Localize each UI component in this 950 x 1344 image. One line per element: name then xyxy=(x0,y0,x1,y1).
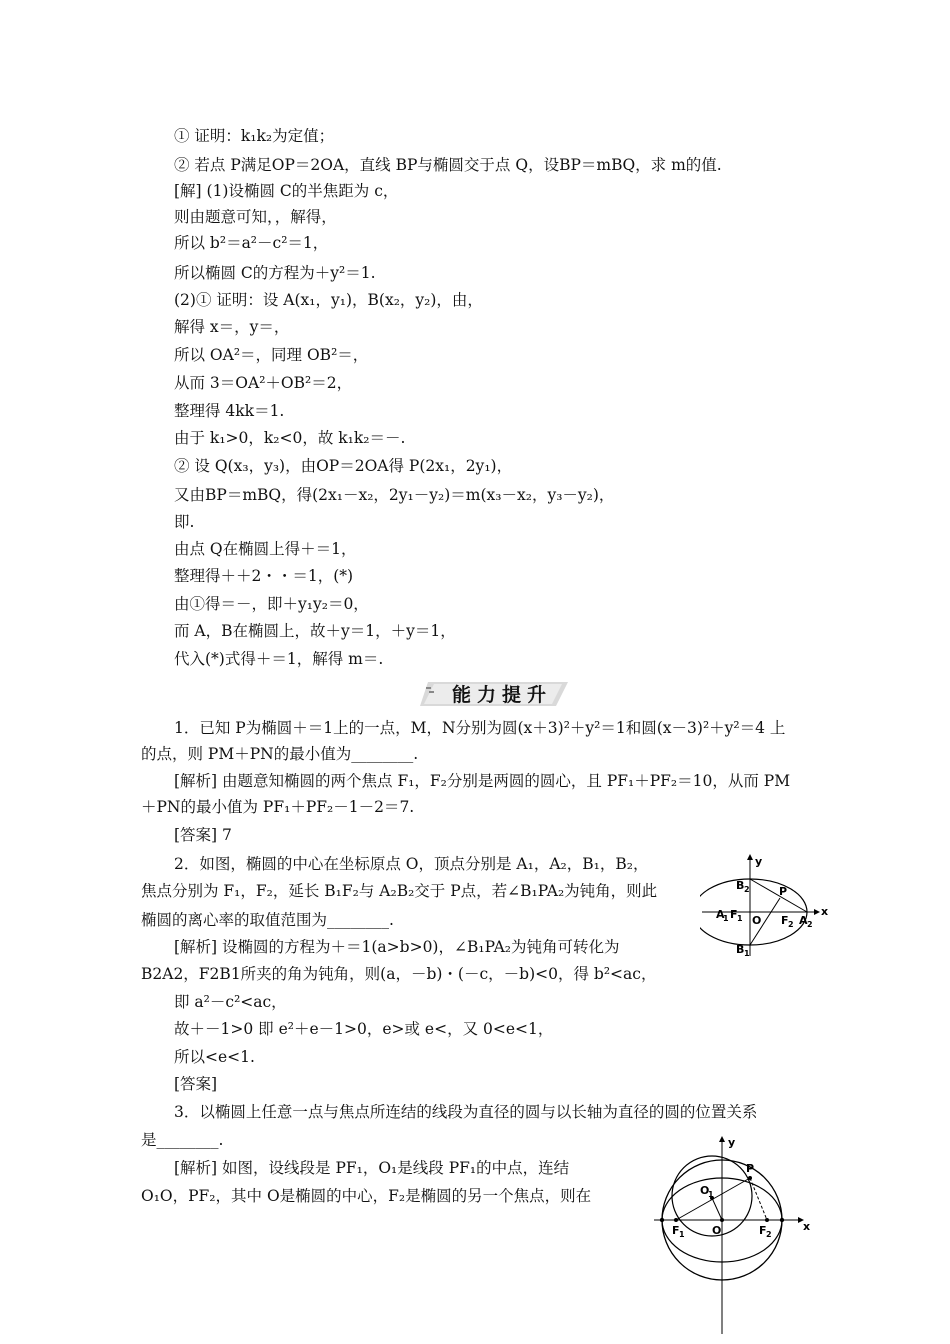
text-line: 代入(*)式得＋＝1，解得 m＝. xyxy=(174,650,384,668)
label-b1-sub: 1 xyxy=(744,949,750,958)
q1-solution-2: ＋PN的最小值为 PF₁＋PF₂－1－2＝7. xyxy=(141,798,415,816)
y-axis-arrow-icon xyxy=(747,854,753,860)
q3-line-1: 3．以椭圆上任意一点与焦点所连结的线段为直径的圆与以长轴为直径的圆的位置关系 xyxy=(174,1103,758,1121)
text-line: 整理得＋＋2・・＝1，(*) xyxy=(174,567,354,585)
label-a1: A xyxy=(716,908,725,921)
segment-p-f2 xyxy=(750,1178,767,1220)
text-line: 则由题意可知，，解得， xyxy=(174,208,337,226)
label-o1: O xyxy=(700,1184,710,1197)
label-p: P xyxy=(746,1162,755,1175)
q2-line-1: 2．如图，椭圆的中心在坐标原点 O，顶点分别是 A₁，A₂，B₁，B₂， xyxy=(174,855,649,873)
q1-line-1: 1．已知 P为椭圆＋＝1上的一点，M，N分别为圆(x＋3)²＋y²＝1和圆(x－3)²＋y²＝4 上 xyxy=(174,719,786,737)
p-dot xyxy=(748,1176,752,1180)
y-axis-arrow-icon xyxy=(719,1136,725,1142)
q2-solution-1: [解析] 设椭圆的方程为＋＝1(a>b>0)，∠B₁PA₂为钝角可转化为 xyxy=(174,938,620,956)
label-o: O xyxy=(712,1224,722,1237)
label-p: P xyxy=(779,885,788,898)
label-b1: B xyxy=(736,943,745,956)
text-line: 解得 x＝，y＝， xyxy=(174,318,290,336)
q2-line-3: 椭圆的离心率的取值范围为________. xyxy=(141,911,394,929)
f1-dot xyxy=(674,1218,678,1222)
text-line: 由点 Q在椭圆上得＋＝1， xyxy=(174,540,357,558)
text-line: 所以椭圆 C的方程为＋y²＝1. xyxy=(174,264,376,282)
label-f2: F xyxy=(759,1224,767,1237)
text-line: 由于 k₁>0，k₂<0，故 k₁k₂＝－. xyxy=(174,429,406,447)
label-f1-sub: 1 xyxy=(679,1230,685,1239)
text-line: (2)① 证明：设 A(x₁，y₁)，B(x₂，y₂)，由， xyxy=(174,291,483,309)
text-line: 由①得＝－，即＋y₁y₂＝0， xyxy=(174,595,369,613)
label-b2-sub: 2 xyxy=(744,885,750,894)
q3-solution-1: [解析] 如图，设线段是 PF₁，O₁是线段 PF₁的中点，连结 xyxy=(174,1159,570,1177)
label-f2-sub: 2 xyxy=(766,1230,772,1239)
q1-line-2: 的点，则 PM＋PN的最小值为________. xyxy=(141,745,419,763)
text-line: ① 证明：k₁k₂为定值； xyxy=(174,127,335,145)
q2-solution-5: 所以<e<1. xyxy=(174,1048,255,1066)
text-line: 所以 b²＝a²－c²＝1， xyxy=(174,234,329,252)
text-line: ② 若点 P满足OP＝2OA，直线 BP与椭圆交于点 Q，设BP＝mBQ，求 m的值. xyxy=(174,156,722,174)
label-a1-sub: 1 xyxy=(723,914,729,923)
text-line: 而 A，B在椭圆上，故＋y＝1，＋y＝1， xyxy=(174,622,456,640)
label-y: y xyxy=(755,855,763,868)
x-axis-arrow-icon xyxy=(814,909,820,915)
label-b2: B xyxy=(736,879,745,892)
label-y: y xyxy=(728,1136,736,1149)
ellipse-figure-1 xyxy=(700,852,830,960)
q3-line-2: 是________. xyxy=(141,1131,224,1149)
label-a2-sub: 2 xyxy=(807,920,813,929)
q2-line-2: 焦点分别为 F₁，F₂，延长 B₁F₂与 A₂B₂交于 P点，若∠B₁PA₂为钝角，则此 xyxy=(141,882,658,900)
origin-dot xyxy=(720,1218,724,1222)
text-line: ② 设 Q(x₃，y₃)，由OP＝2OA得 P(2x₁，2y₁)， xyxy=(174,457,513,475)
f2-dot xyxy=(765,1218,769,1222)
q1-solution-1: [解析] 由题意知椭圆的两个焦点 F₁，F₂分别是两圆的圆心，且 PF₁＋PF₂＝10，从而 PM xyxy=(174,772,791,790)
label-f1-sub: 1 xyxy=(737,914,743,923)
label-o1-sub: 1 xyxy=(708,1190,714,1199)
q3-solution-2: O₁O，PF₂，其中 O是椭圆的中心，F₂是椭圆的另一个焦点，则在 xyxy=(141,1187,592,1205)
label-f2-sub: 2 xyxy=(788,920,794,929)
q2-solution-4: 故＋－1>0 即 e²＋e－1>0，e>或 e<，又 0<e<1， xyxy=(174,1020,554,1038)
ellipse-figure-2 xyxy=(652,1134,814,1338)
q2-solution-3: 即 a²－c²<ac， xyxy=(174,993,287,1011)
section-header xyxy=(420,678,568,708)
label-x: x xyxy=(821,905,829,918)
text-line: 从而 3＝OA²＋OB²＝2， xyxy=(174,374,353,392)
label-f1: F xyxy=(672,1224,680,1237)
vertex-left-dot xyxy=(660,1218,664,1222)
text-line: [解] (1)设椭圆 C的半焦距为 c， xyxy=(174,182,399,200)
label-a2: A xyxy=(799,914,808,927)
text-line: 即. xyxy=(174,513,195,531)
q2-answer: [答案] xyxy=(174,1075,218,1093)
text-line: 整理得 4kk＝1. xyxy=(174,402,285,420)
label-f2: F xyxy=(781,914,789,927)
q1-answer: [答案] 7 xyxy=(174,826,232,844)
label-x: x xyxy=(803,1220,811,1233)
section-title: 能力提升 xyxy=(451,684,552,706)
label-f1: F xyxy=(730,908,738,921)
vertex-right-dot xyxy=(780,1218,784,1222)
segment-o1-o xyxy=(712,1198,722,1220)
text-line: 所以 OA²＝，同理 OB²＝， xyxy=(174,346,369,364)
text-line: 又由BP＝mBQ，得(2x₁－x₂，2y₁－y₂)＝m(x₃－x₂，y₃－y₂)， xyxy=(174,486,615,504)
q2-solution-2: B2A2，F2B1所夹的角为钝角，则(a，－b)・(－c，－b)<0，得 b²<ac， xyxy=(141,965,657,983)
label-o: O xyxy=(752,914,762,927)
